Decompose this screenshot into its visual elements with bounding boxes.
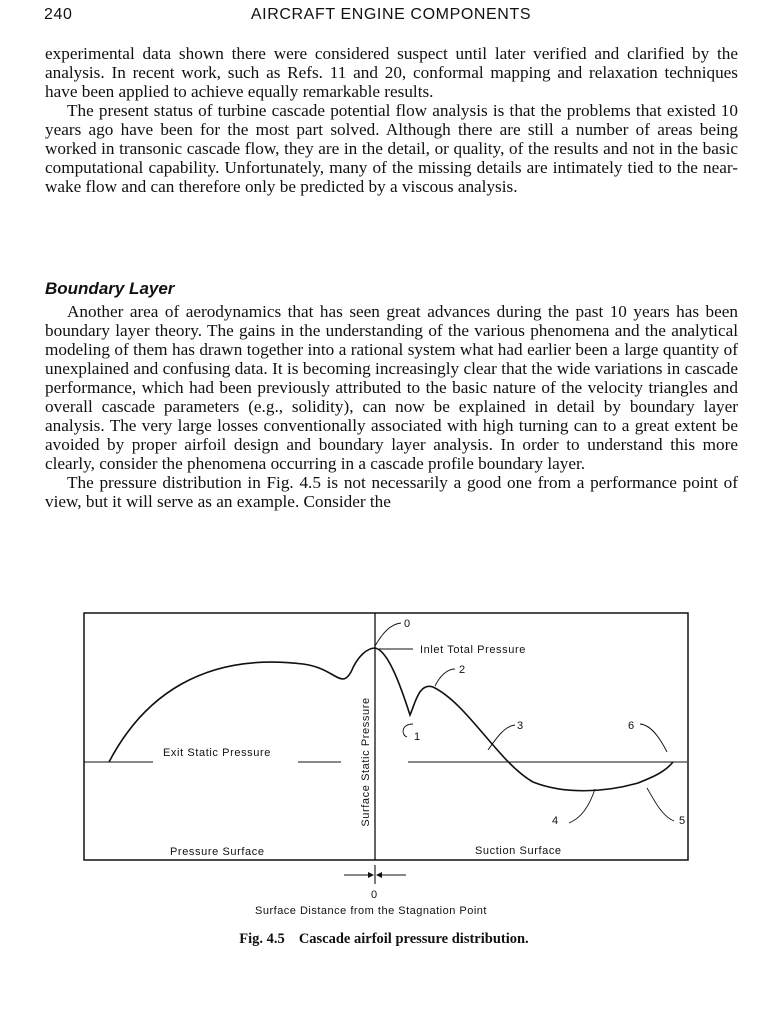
leader-1 (403, 724, 413, 737)
paragraph-2: The present status of turbine cascade potential flow analysis is that the problems that existed 10 years ago have been for the most part solved. Although there are still a number of areas being worked in transonic cascade flow, they are in the detail, or quality, of the results and not in the basic computational capability. Unfortunately, many of the missing details are intimately tied to the near-wake flow and can therefore only be predicted by a viscous analysis. (45, 101, 738, 196)
leader-6 (640, 724, 667, 752)
point-label-3: 3 (517, 720, 524, 732)
leader-3 (488, 725, 515, 750)
figure-caption-text: Cascade airfoil pressure distribution. (298, 931, 529, 947)
figure-number: Fig. 4.5 (239, 931, 285, 947)
leader-4 (569, 789, 595, 823)
body-text-section (45, 279, 738, 511)
figure-caption (0, 931, 768, 948)
section-heading: Boundary Layer (45, 279, 175, 298)
paragraph-3: Another area of aerodynamics that has seen great advances during the past 10 years has been boundary layer theory. The gains in the understanding of the various phenomena and the analytical modeling of them has drawn together into a rational system what had earlier been a large quantity of unexplained and confusing data. It is becoming increasingly clear that the wide variations in cascade performance, which had been previously attributed to the basic nature of the velocity triangles and overall cascade parameters (e.g., solidity), can now be explained in detail by boundary layer analysis. The very large losses conventionally associated with high turning can to a great extent be avoided by proper airfoil design and boundary layer analysis. In order to understand this more clearly, consider the phenomena occurring in a cascade profile boundary layer. (45, 302, 738, 473)
point-label-4: 4 (552, 815, 559, 827)
pressure-distribution-figure (83, 612, 689, 862)
body-text-top (45, 44, 738, 196)
x-origin-label: 0 (371, 889, 378, 901)
page-header (44, 6, 738, 28)
exit-static-pressure-label: Exit Static Pressure (163, 747, 271, 759)
pressure-curve (109, 648, 673, 791)
y-axis-label: Surface Static Pressure (360, 697, 372, 827)
x-axis-label: Surface Distance from the Stagnation Point (255, 905, 487, 917)
point-label-5: 5 (679, 815, 686, 827)
running-head: AIRCRAFT ENGINE COMPONENTS (250, 6, 532, 23)
leader-2 (435, 669, 455, 686)
x-axis-marker (330, 862, 420, 904)
page-number: 240 (44, 6, 73, 23)
pressure-surface-label: Pressure Surface (170, 846, 265, 858)
point-label-6: 6 (628, 720, 635, 732)
point-label-2: 2 (459, 664, 466, 676)
figure-frame (84, 613, 688, 860)
leader-5 (647, 788, 674, 821)
suction-surface-label: Suction Surface (475, 845, 562, 857)
inlet-total-pressure-label: Inlet Total Pressure (420, 644, 526, 656)
point-label-0: 0 (404, 618, 411, 630)
point-label-1: 1 (414, 731, 421, 743)
paragraph-1: experimental data shown there were considered suspect until later verified and clarified by the analysis. In recent work, such as Refs. 11 and 20, conformal mapping and relaxation techniques have been applied to achieve equally remarkable results. (45, 44, 738, 101)
leader-0 (375, 623, 401, 646)
paragraph-4: The pressure distribution in Fig. 4.5 is not necessarily a good one from a performance point of view, but it will serve as an example. Consider the (45, 473, 738, 511)
